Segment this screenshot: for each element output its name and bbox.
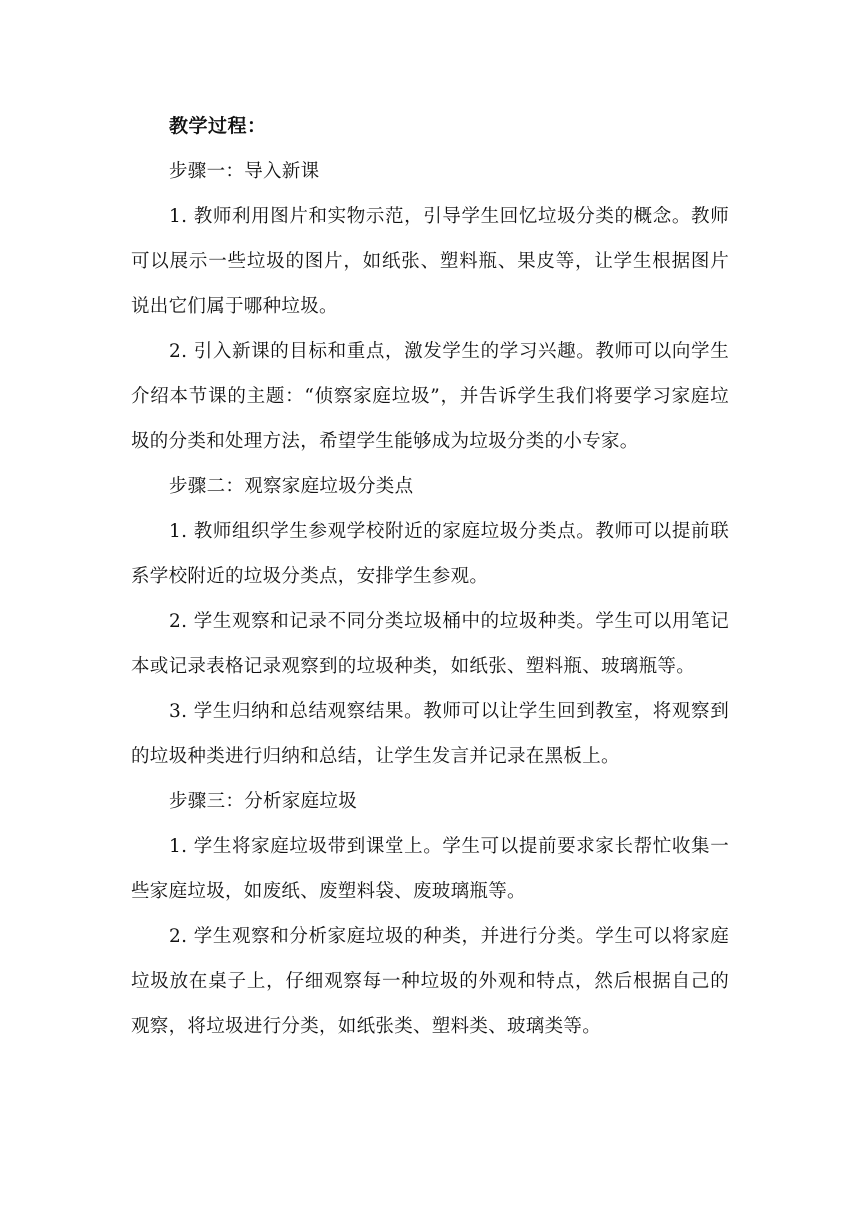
document-page — [131, 104, 729, 1049]
step-title-2: 步骤二：观察家庭垃圾分类点 — [169, 476, 414, 497]
paragraph-5: 3. 学生归纳和总结观察结果。教师可以让学生回到教室，将观察到的垃圾种类进行归纳和总结，让学生发言并记录在黑板上。 — [131, 701, 729, 767]
paragraph-1: 1. 教师利用图片和实物示范，引导学生回忆垃圾分类的概念。教师可以展示一些垃圾的图片，如纸张、塑料瓶、果皮等，让学生根据图片说出它们属于哪种垃圾。 — [131, 206, 729, 317]
paragraph-2: 2. 引入新课的目标和重点，激发学生的学习兴趣。教师可以向学生介绍本节课的主题：“侦察家庭垃圾”，并告诉学生我们将要学习家庭垃圾的分类和处理方法，希望学生能够成为垃圾分类的小专家。 — [131, 341, 729, 452]
step-title-1: 步骤一：导入新课 — [169, 161, 320, 182]
paragraph-7: 2. 学生观察和分析家庭垃圾的种类，并进行分类。学生可以将家庭垃圾放在桌子上，仔细观察每一种垃圾的外观和特点，然后根据自己的观察，将垃圾进行分类，如纸张类、塑料类、玻璃类等。 — [131, 926, 729, 1037]
step-title-3: 步骤三：分析家庭垃圾 — [169, 791, 358, 812]
paragraph-6: 1. 学生将家庭垃圾带到课堂上。学生可以提前要求家长帮忙收集一些家庭垃圾，如废纸、废塑料袋、废玻璃瓶等。 — [131, 836, 729, 902]
paragraph-4: 2. 学生观察和记录不同分类垃圾桶中的垃圾种类。学生可以用笔记本或记录表格记录观察到的垃圾种类，如纸张、塑料瓶、玻璃瓶等。 — [131, 611, 729, 677]
section-heading: 教学过程： — [169, 115, 267, 137]
paragraph-3: 1. 教师组织学生参观学校附近的家庭垃圾分类点。教师可以提前联系学校附近的垃圾分类点，安排学生参观。 — [131, 521, 729, 587]
